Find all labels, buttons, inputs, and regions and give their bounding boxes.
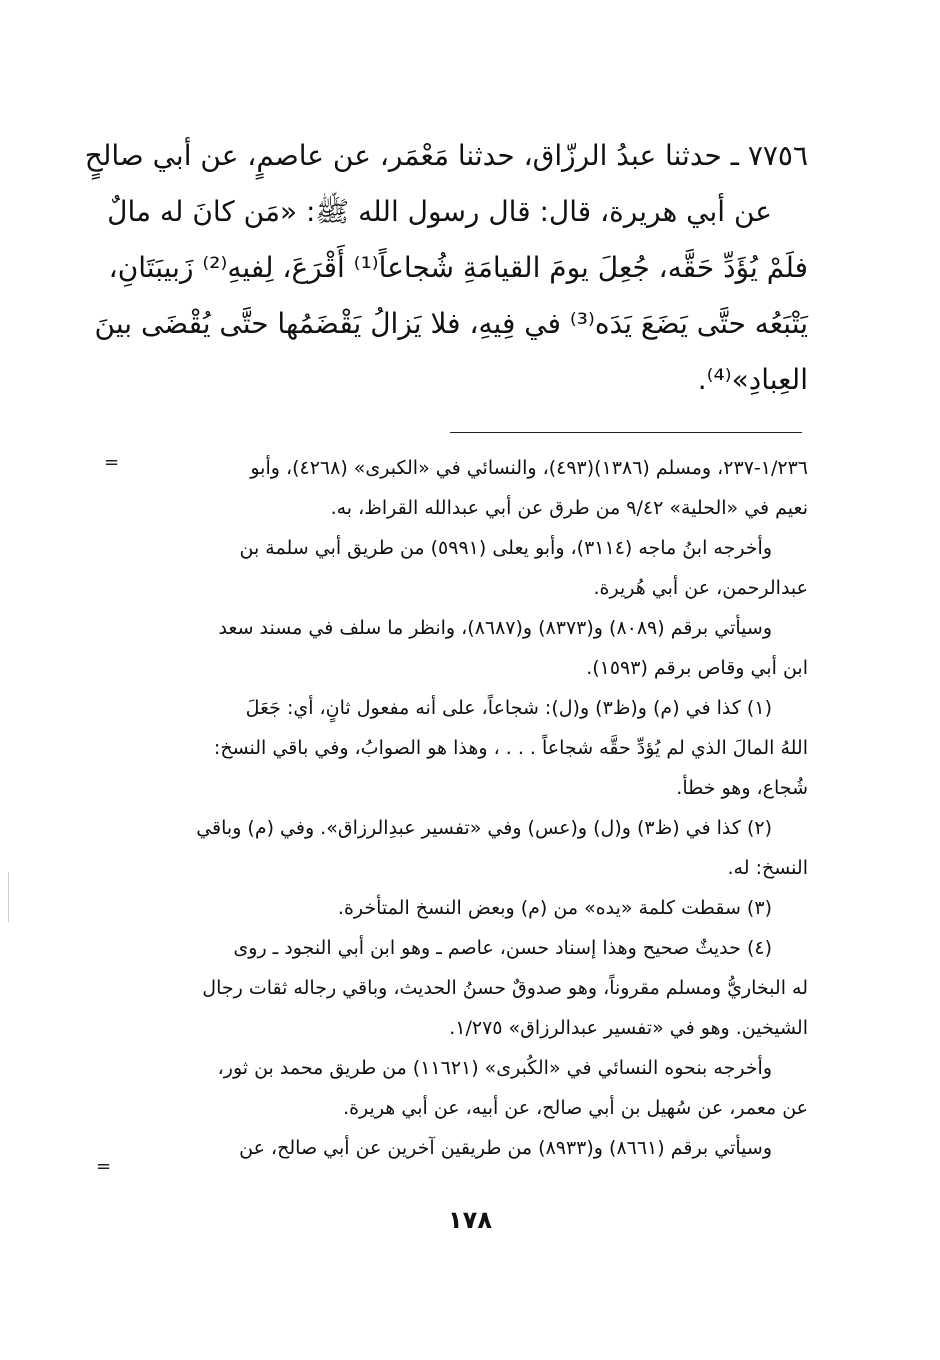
scan-edge-mark bbox=[8, 872, 9, 922]
footnote-line: (٣) سقطت كلمة «يده» من (م) وبعض النسخ المتأخرة. bbox=[337, 897, 772, 919]
footnote-line: وأخرجه بنحوه النسائي في «الكُبرى» (١١٦٢١) من طريق محمد بن ثور، bbox=[217, 1057, 772, 1079]
footnote-line: وأخرجه ابنُ ماجه (٣١١٤)، وأبو يعلى (٥٩٩١) من طريق أبي سلمة بن bbox=[239, 537, 772, 559]
footnote-line: نعيم في «الحلية» ٩/٤٢ من طرق عن أبي عبدالله القراظ، به. bbox=[330, 497, 808, 519]
hadith-line: فلَمْ يُؤَدِّ حَقَّه، جُعِلَ يومَ القيامَةِ شُجاعاً⁽¹⁾ أَقْرَعَ، لِفيهِ⁽²⁾ زَبيبَتَانِ، bbox=[108, 251, 808, 284]
footnote-line: وسيأتي برقم (٨٦٦١) و(٨٩٣٣) من طريقين آخرين عن أبي صالح، عن bbox=[239, 1137, 772, 1159]
footnote-line: ١/٢٣٦-٢٣٧، ومسلم (١٣٨٦)(٤٩٣)، والنسائي في «الكبرى» (٤٢٦٨)، وأبو bbox=[250, 457, 808, 479]
hadith-line: ٧٧٥٦ ـ حدثنا عبدُ الرزّاق، حدثنا مَعْمَر، عن عاصمٍ، عن أبي صالحٍ bbox=[84, 139, 808, 172]
hadith-line: العِبادِ»⁽⁴⁾. bbox=[697, 363, 808, 396]
footnote-separator bbox=[450, 432, 802, 433]
page-number: ١٧٨ bbox=[448, 1206, 492, 1234]
hadith-line: يَتْبَعُه حتَّى يَضَعَ يَدَه⁽³⁾ في فِيهِ، فلا يَزالُ يَقْضَمُها حتَّى يُقْضَى بينَ bbox=[94, 307, 808, 340]
hadith-text bbox=[84, 128, 808, 408]
continuation-mark: = bbox=[96, 1156, 112, 1177]
footnote-line: شُجاع، وهو خطأ. bbox=[676, 777, 808, 799]
footnote-line: وسيأتي برقم (٨٠٨٩) و(٨٣٧٣) و(٨٦٨٧)، وانظر ما سلف في مسند سعد bbox=[218, 617, 772, 639]
footnote-line: عن معمر، عن سُهيل بن أبي صالح، عن أبيه، عن أبي هريرة. bbox=[343, 1097, 808, 1119]
footnote-line: النسخ: له. bbox=[727, 857, 808, 879]
footnote-line: (١) كذا في (م) و(ظ٣) و(ل): شجاعاً، على أنه مفعول ثانٍ، أي: جَعَلَ bbox=[245, 697, 772, 719]
continuation-mark: = bbox=[104, 452, 120, 473]
hadith-line: عن أبي هريرة، قال: قال رسول الله ﷺ: «مَن كانَ له مالٌ bbox=[107, 195, 772, 228]
footnote-line: (٢) كذا في (ظ٣) و(ل) و(عس) وفي «تفسير عبدِالرزاق». وفي (م) وباقي bbox=[196, 817, 772, 839]
footnote-line: اللهُ المالَ الذي لم يُؤدِّ حقَّه شجاعاً . . . ، وهذا هو الصوابُ، وفي باقي النسخ: bbox=[213, 737, 808, 759]
footnote-line: الشيخين. وهو في «تفسير عبدالرزاق» ١/٢٧٥. bbox=[449, 1017, 808, 1039]
footnote-line: (٤) حديثٌ صحيح وهذا إسناد حسن، عاصم ـ وهو ابن أبي النجود ـ روى bbox=[233, 937, 772, 959]
footnotes bbox=[100, 448, 808, 1168]
footnote-line: عبدالرحمن، عن أبي هُريرة. bbox=[593, 577, 808, 599]
footnote-line: له البخاريُّ ومسلم مقروناً، وهو صدوقٌ حسنُ الحديث، وباقي رجاله ثقات رجال bbox=[202, 977, 808, 999]
footnote-line: ابن أبي وقاص برقم (١٥٩٣). bbox=[586, 657, 808, 679]
